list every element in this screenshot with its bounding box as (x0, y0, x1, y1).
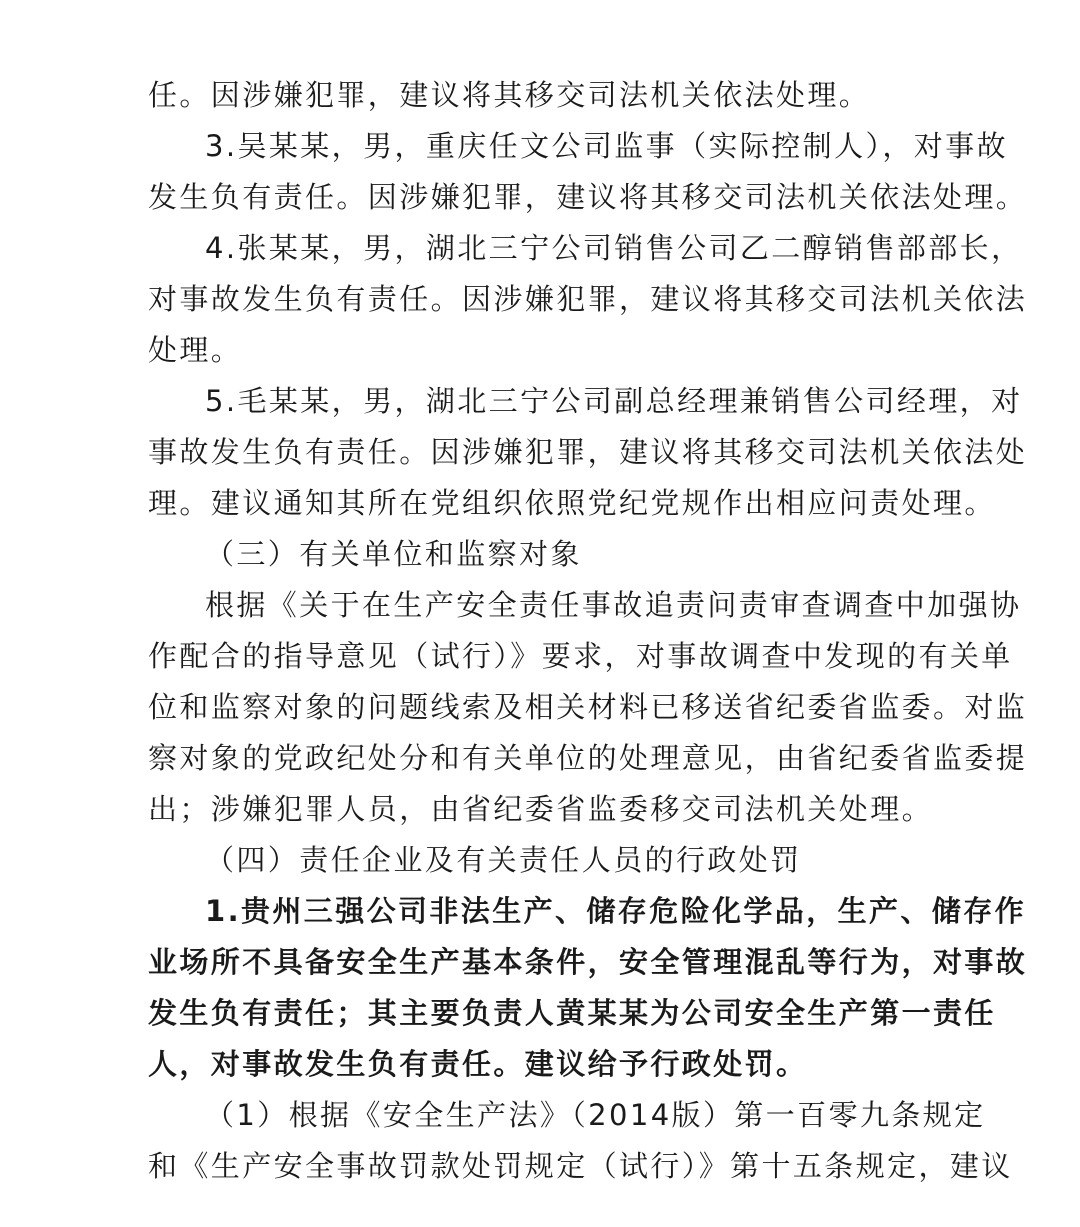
text-line: 出；涉嫌犯罪人员，由省纪委省监委移交司法机关处理。 (148, 792, 934, 826)
text-line: 对事故发生负有责任。因涉嫌犯罪，建议将其移交司法机关依法 (148, 282, 1028, 316)
text-line: （1）根据《安全生产法》（2014版）第一百零九条规定 (205, 1098, 986, 1132)
text-line: 3.吴某某，男，重庆任文公司监事（实际控制人），对事故 (205, 129, 1008, 163)
text-line: 发生负有责任。因涉嫌犯罪，建议将其移交司法机关依法处理。 (148, 180, 1028, 214)
section-heading: （四）责任企业及有关责任人员的行政处罚 (205, 843, 802, 877)
text-line: 和《生产安全事故罚款处罚规定（试行）》第十五条规定，建议 (148, 1149, 1013, 1183)
text-line: 位和监察对象的问题线索及相关材料已移送省纪委省监委。对监 (148, 690, 1028, 724)
text-line: 事故发生负有责任。因涉嫌犯罪，建议将其移交司法机关依法处 (148, 435, 1028, 469)
text-line: 5.毛某某，男，湖北三宁公司副总经理兼销售公司经理，对 (205, 384, 1023, 418)
bold-text-line: 1.贵州三强公司非法生产、储存危险化学品，生产、储存作 (205, 894, 1026, 928)
section-heading: （三）有关单位和监察对象 (205, 537, 582, 571)
bold-text-line: 业场所不具备安全生产基本条件，安全管理混乱等行为，对事故 (148, 945, 1028, 979)
text-line: 察对象的党政纪处分和有关单位的处理意见，由省纪委省监委提 (148, 741, 1028, 775)
text-line: 处理。 (148, 333, 243, 367)
bold-text-line: 发生负有责任；其主要负责人黄某某为公司安全生产第一责任 (148, 996, 996, 1030)
text-line: 任。因涉嫌犯罪，建议将其移交司法机关依法处理。 (148, 78, 871, 112)
text-line: 作配合的指导意见（试行）》要求，对事故调查中发现的有关单 (148, 639, 1013, 673)
bold-text-line: 人，对事故发生负有责任。建议给予行政处罚。 (148, 1047, 808, 1081)
text-line: 理。建议通知其所在党组织依照党纪党规作出相应问责处理。 (148, 486, 996, 520)
text-line: 4.张某某，男，湖北三宁公司销售公司乙二醇销售部部长， (205, 231, 1023, 265)
text-line: 根据《关于在生产安全责任事故追责问责审查调查中加强协 (205, 588, 1022, 622)
